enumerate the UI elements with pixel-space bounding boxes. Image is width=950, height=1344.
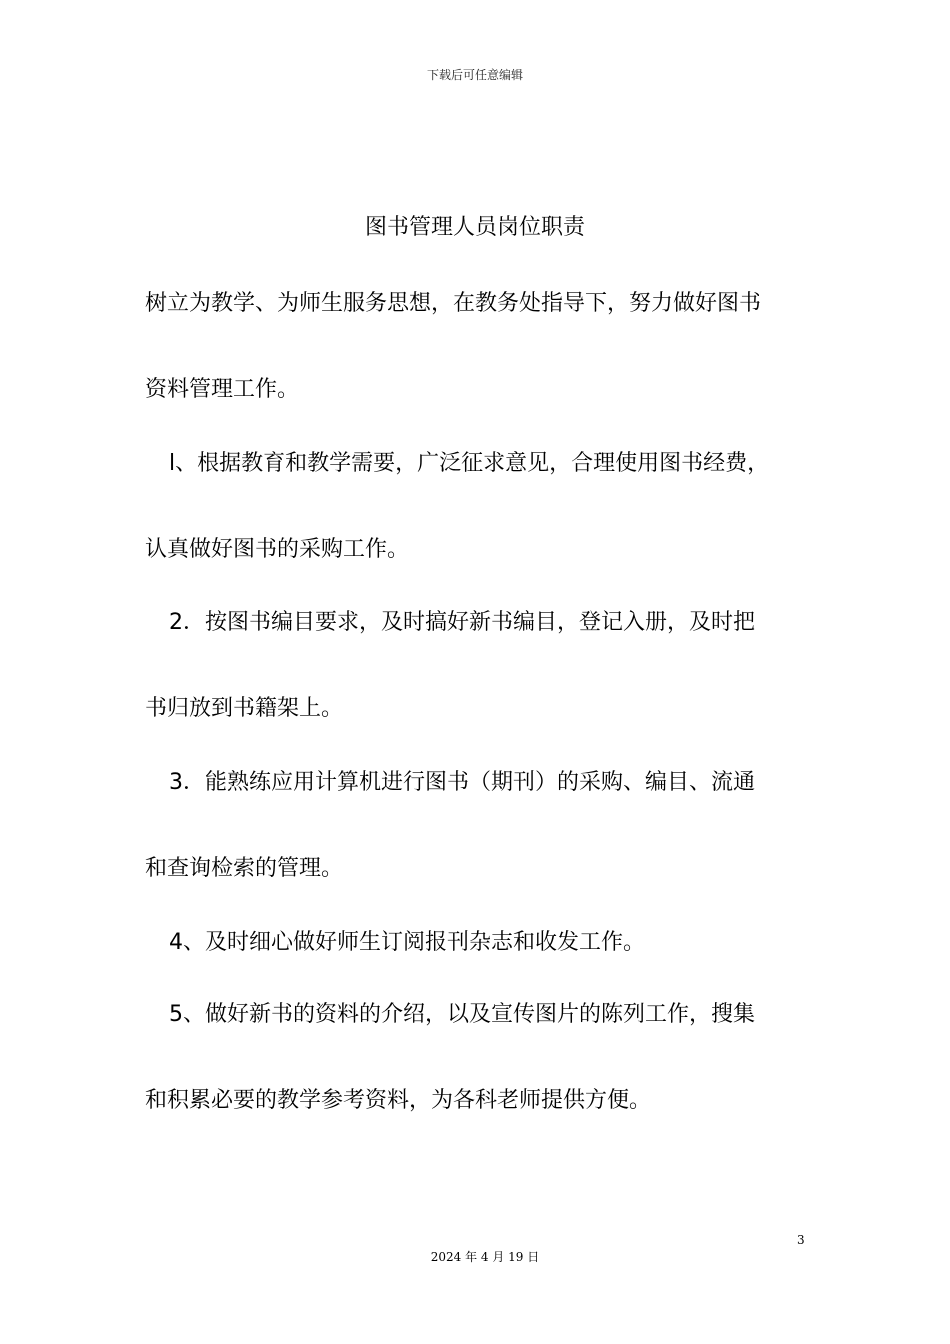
body-line-9: 4、及时细心做好师生订阅报刊杂志和收发工作。 bbox=[169, 930, 645, 955]
page-number: 3 bbox=[797, 1233, 805, 1247]
body-line-7: 3．能熟练应用计算机进行图书（期刊）的采购、编目、流通 bbox=[169, 770, 755, 795]
body-line-1: 树立为教学、为师生服务思想，在教务处指导下，努力做好图书 bbox=[145, 291, 762, 316]
footer-date: 2024 年 4 月 19 日 bbox=[430, 1250, 540, 1264]
body-line-2: 资料管理工作。 bbox=[145, 377, 300, 402]
body-line-5: 2．按图书编目要求，及时搞好新书编目，登记入册，及时把 bbox=[169, 610, 755, 635]
page-header: 下载后可任意编辑 bbox=[426, 68, 523, 82]
body-line-11: 和积累必要的教学参考资料，为各科老师提供方便。 bbox=[145, 1088, 652, 1113]
body-line-6: 书归放到书籍架上。 bbox=[145, 696, 344, 721]
body-line-3: l、根据教育和教学需要，广泛征求意见，合理使用图书经费， bbox=[169, 451, 770, 476]
body-line-8: 和查询检索的管理。 bbox=[145, 856, 344, 881]
body-line-10: 5、做好新书的资料的介绍，以及宣传图片的陈列工作，搜集 bbox=[169, 1002, 755, 1027]
body-line-4: 认真做好图书的采购工作。 bbox=[145, 537, 410, 562]
document-title: 图书管理人员岗位职责 bbox=[364, 215, 585, 240]
